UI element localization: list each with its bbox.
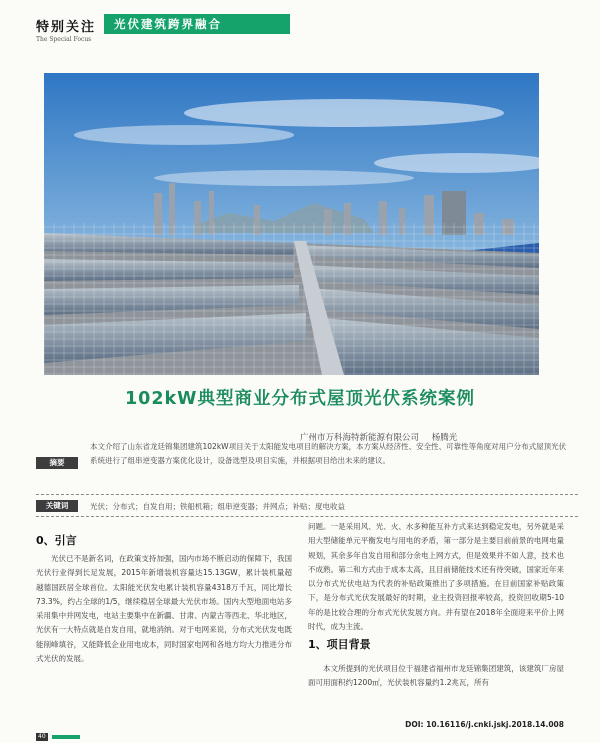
section-1-paragraph <box>308 662 564 691</box>
page-footer <box>36 733 576 739</box>
page-number: 40 <box>38 733 46 740</box>
affiliation: 广州市万科海特新能源有限公司 <box>300 433 420 443</box>
section-1-heading: 1、项目背景 <box>308 638 371 651</box>
rooftop-solar-photo <box>44 73 539 375</box>
background-paragraph: 本文所提到的光伏项目位于福建省福州市龙廷锦集团建筑，该建筑厂房屋面可用面积约1200㎡，光伏装机容量约1.2兆瓦，所有 <box>308 664 564 688</box>
intro-paragraph: 光伏已不是新名词，在政策支持加强，国内市场不断启动的保障下，我国光伏行业得到长足发展，2015年新增装机容量达15.13GW，累计装机量超越德国跃居全球首位。太阳能光伏发电累计装机容量4318万千瓦，同比增长73.3%，约占全球的1/5，继续稳居全球最大光伏市场。国内大型地面电站多采用集中并网发电，电站主要集中在新疆、甘肃、内蒙古等西北、华北地区，光伏有一大特点就是自发自用，就地消纳。对于电网来说，分布式光伏发电既能削峰填谷，又能降低企业用电成本，同时国家电网和各地方均大力推进分布式光伏的发展。 <box>36 554 292 664</box>
section-0-heading: 0、引言 <box>36 534 77 547</box>
section-0-paragraph <box>36 552 292 666</box>
article-title: 102kW典型商业分布式屋顶光伏系统案例 <box>125 389 475 409</box>
doi: DOI: 10.16116/j.cnki.jskj.2018.14.008 <box>405 720 564 729</box>
keywords-text: 光伏；分布式；自发自用；铁船机箱；组串逆变器；并网点；补贴；度电收益 <box>90 502 345 511</box>
topic-banner: 光伏建筑跨界融合 <box>104 14 290 34</box>
footer-bar <box>52 735 80 739</box>
column-subtitle: The Special Focus <box>36 36 92 43</box>
intro-paragraph-continued: 问题。一是采用风、光、火、水多种能互补方式来达到稳定发电，另外就是采用大型储能单元平衡发电与用电的矛盾，第一部分是主要目前前景的电网电量规划，其余多年自发自用和部分余电上网方式，但是效果并不如人意，技术也不成熟。第二和方式由于成本太高，且目前储能技术还有待突破，国家近年来以分布式光伏电站为代表的补贴政策推出了多项措施。在目前国家补贴政策下，是分布式光伏发展最好的时期，业主投资回报率较高，投资回收期5-10年的是比较合理的分布式光伏发展方向。并有望在2018年全面迎来平价上网时代，成为主流。 <box>308 522 564 632</box>
column-title: 特别关注 <box>36 20 97 35</box>
abstract-divider <box>36 494 578 495</box>
author-name: 杨腾光 <box>431 433 458 443</box>
abstract-label: 摘要 <box>36 457 78 469</box>
abstract-text: 本文介绍了山东省龙廷锦集团建筑102kW项目关于太阳能发电项目的解决方案，本方案从经济性、安全性、可靠性等角度对用户分布式屋顶光伏系统进行了组串逆变器方案优化设计，设备选型及项目实施，并根据项目给出未来的建议。 <box>90 442 567 465</box>
keywords-label: 关键词 <box>36 500 78 512</box>
section-0-continued <box>308 520 564 634</box>
keywords-divider <box>36 516 578 517</box>
